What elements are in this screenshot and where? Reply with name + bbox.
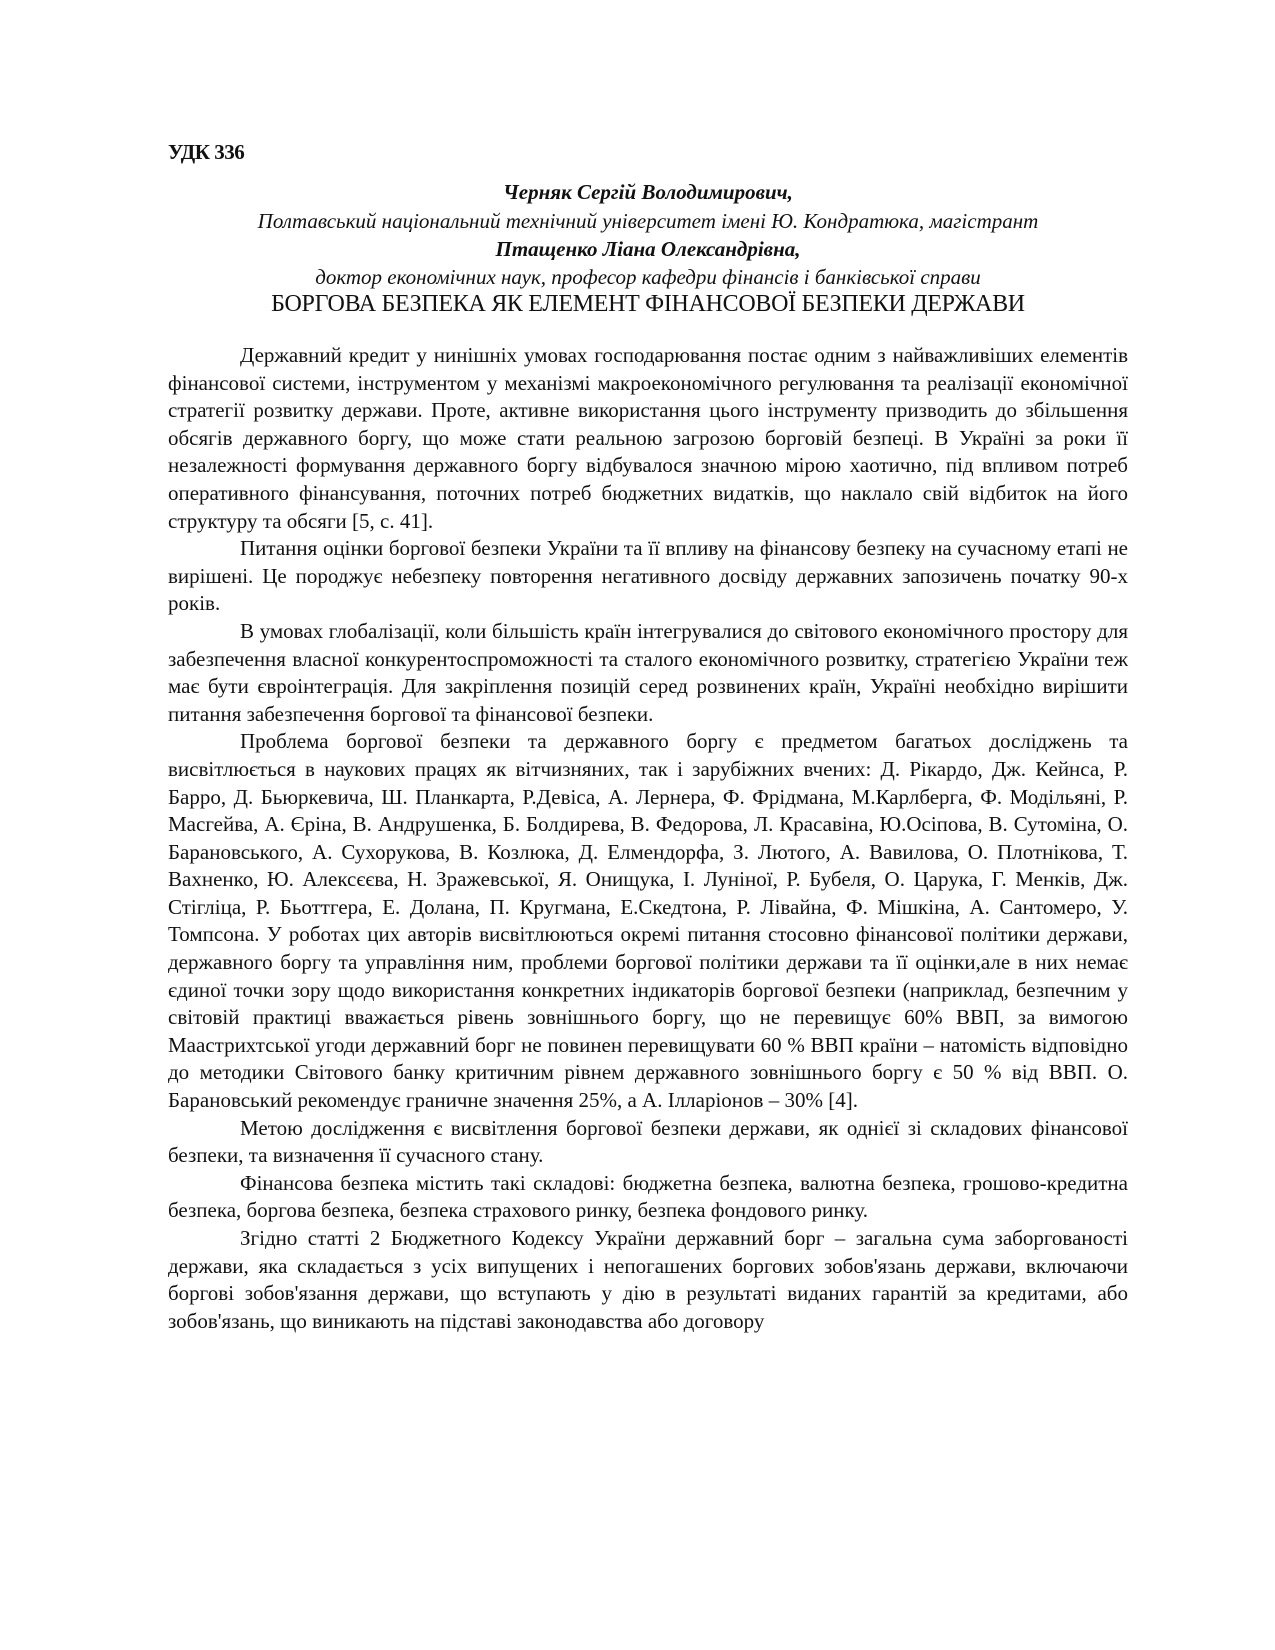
paragraph: Метою дослідження є висвітлення боргової безпеки держави, як однієї зі складових фінансової безпеки, та визначення її сучасного стану. xyxy=(168,1115,1128,1168)
udk-code: УДК 336 xyxy=(168,140,245,164)
paragraph: Згідно статті 2 Бюджетного Кодексу України державний борг – загальна сума заборгованості держави, яка складається з усіх випущених і непогашених боргових зобов'язань держави, включаючи боргові зобов'язання держави, що вступають у дію в результаті виданих гарантій за кредитами, або зобов'язань, що виникають на підставі законодавства або договору xyxy=(168,1226,1128,1333)
author-2-name: Птащенко Ліана Олександрівна, xyxy=(495,237,801,261)
paragraph: В умовах глобалізації, коли більшість країн інтегрувалися до світового економічного простору для забезпечення власної конкурентоспроможності та сталого економічного розвитку, стратегією України теж має бути євроінтеграція. Для закріплення позицій серед розвинених країн, Україні необхідно вирішити питання забезпечення боргової та фінансової безпеки. xyxy=(168,618,1128,726)
paper-title: БОРГОВА БЕЗПЕКА ЯК ЕЛЕМЕНТ ФІНАНСОВОЇ БЕЗПЕКИ ДЕРЖАВИ xyxy=(271,291,1025,317)
author-2-affiliation: доктор економічних наук, професор кафедри фінансів і банківської справи xyxy=(315,265,981,289)
paragraph: Державний кредит у нинішніх умовах господарювання постає одним з найважливіших елементів фінансової системи, інструментом у механізмі макроекономічного регулювання та реалізації економічної стратегії розвитку держави. Проте, активне використання цього інструменту призводить до збільшення обсягів державного боргу, що може стати реальною загрозою борговій безпеці. В Україні за роки її незалежності формування державного боргу відбувалося значною мірою хаотично, під впливом потреб оперативного фінансування, поточних потреб бюджетних видатків, що наклало свій відбиток на його структуру та обсяги [5, с. 41]. xyxy=(168,343,1128,533)
paragraph: Проблема боргової безпеки та державного боргу є предметом багатьох досліджень та висвітлюється в наукових працях як вітчизняних, так і зарубіжних вчених: Д. Рікардо, Дж. Кейнса, Р. Барро, Д. Бьюркевича, Ш. Планкарта, Р.Девіса, А. Лернера, Ф. Фрідмана, М.Карлберга, Ф. Модільяні, Р. Масгейва, А. Єріна, В. Андрушенка, Б. Болдирева, В. Федорова, Л. Красавіна, Ю.Осіпова, В. Сутоміна, О. Барановського, А. Сухорукова, В. Козлюка, Д. Елмендорфа, З. Лютого, А. Вавилова, О. Плотнікова, Т. Вахненко, Ю. Алексєєва, Н. Зражевської, Я. Онищука, І. Луніної, Р. Бубеля, О. Царука, Г. Менків, Дж. Стігліца, Р. Бьоттгера, Е. Долана, П. Кругмана, Е.Скедтона, Р. Лівайна, Ф. Мішкіна, А. Сантомеро, У. Томпсона. У роботах цих авторів висвітлюються окремі питання стосовно фінансової політики держави, державного боргу та управління ним, проблеми боргової політики держави та її оцінки,але в них немає єдиної точки зору щодо використання конкретних індикаторів боргової безпеки (наприклад, безпечним у світовій практиці вважається рівень зовнішнього боргу, що не перевищує 60% ВВП, за вимогою Маастрихтської угоди державний борг не повинен перевищувати 60 % ВВП країни – натомість відповідно до методики Світового банку критичним рівнем державного зовнішнього боргу є 50 % від ВВП. О. Барановський рекомендує граничне значення 25%, а А. Ілларіонов – 30% [4]. xyxy=(168,729,1128,1113)
paragraph: Фінансова безпека містить такі складові: бюджетна безпека, валютна безпека, грошово-кредитна безпека, боргова безпека, безпека страхового ринку, безпека фондового ринку. xyxy=(168,1170,1128,1223)
article-body xyxy=(168,342,1128,1335)
paragraph: Питання оцінки боргової безпеки України та її впливу на фінансову безпеку на сучасному етапі не вирішені. Це породжує небезпеку повторення негативного досвіду державних запозичень початку 90-х років. xyxy=(168,536,1128,616)
author-1-name: Черняк Сергій Володимирович, xyxy=(503,180,793,204)
author-1-affiliation: Полтавський національний технічний університет імені Ю. Кондратюка, магістрант xyxy=(257,209,1039,233)
